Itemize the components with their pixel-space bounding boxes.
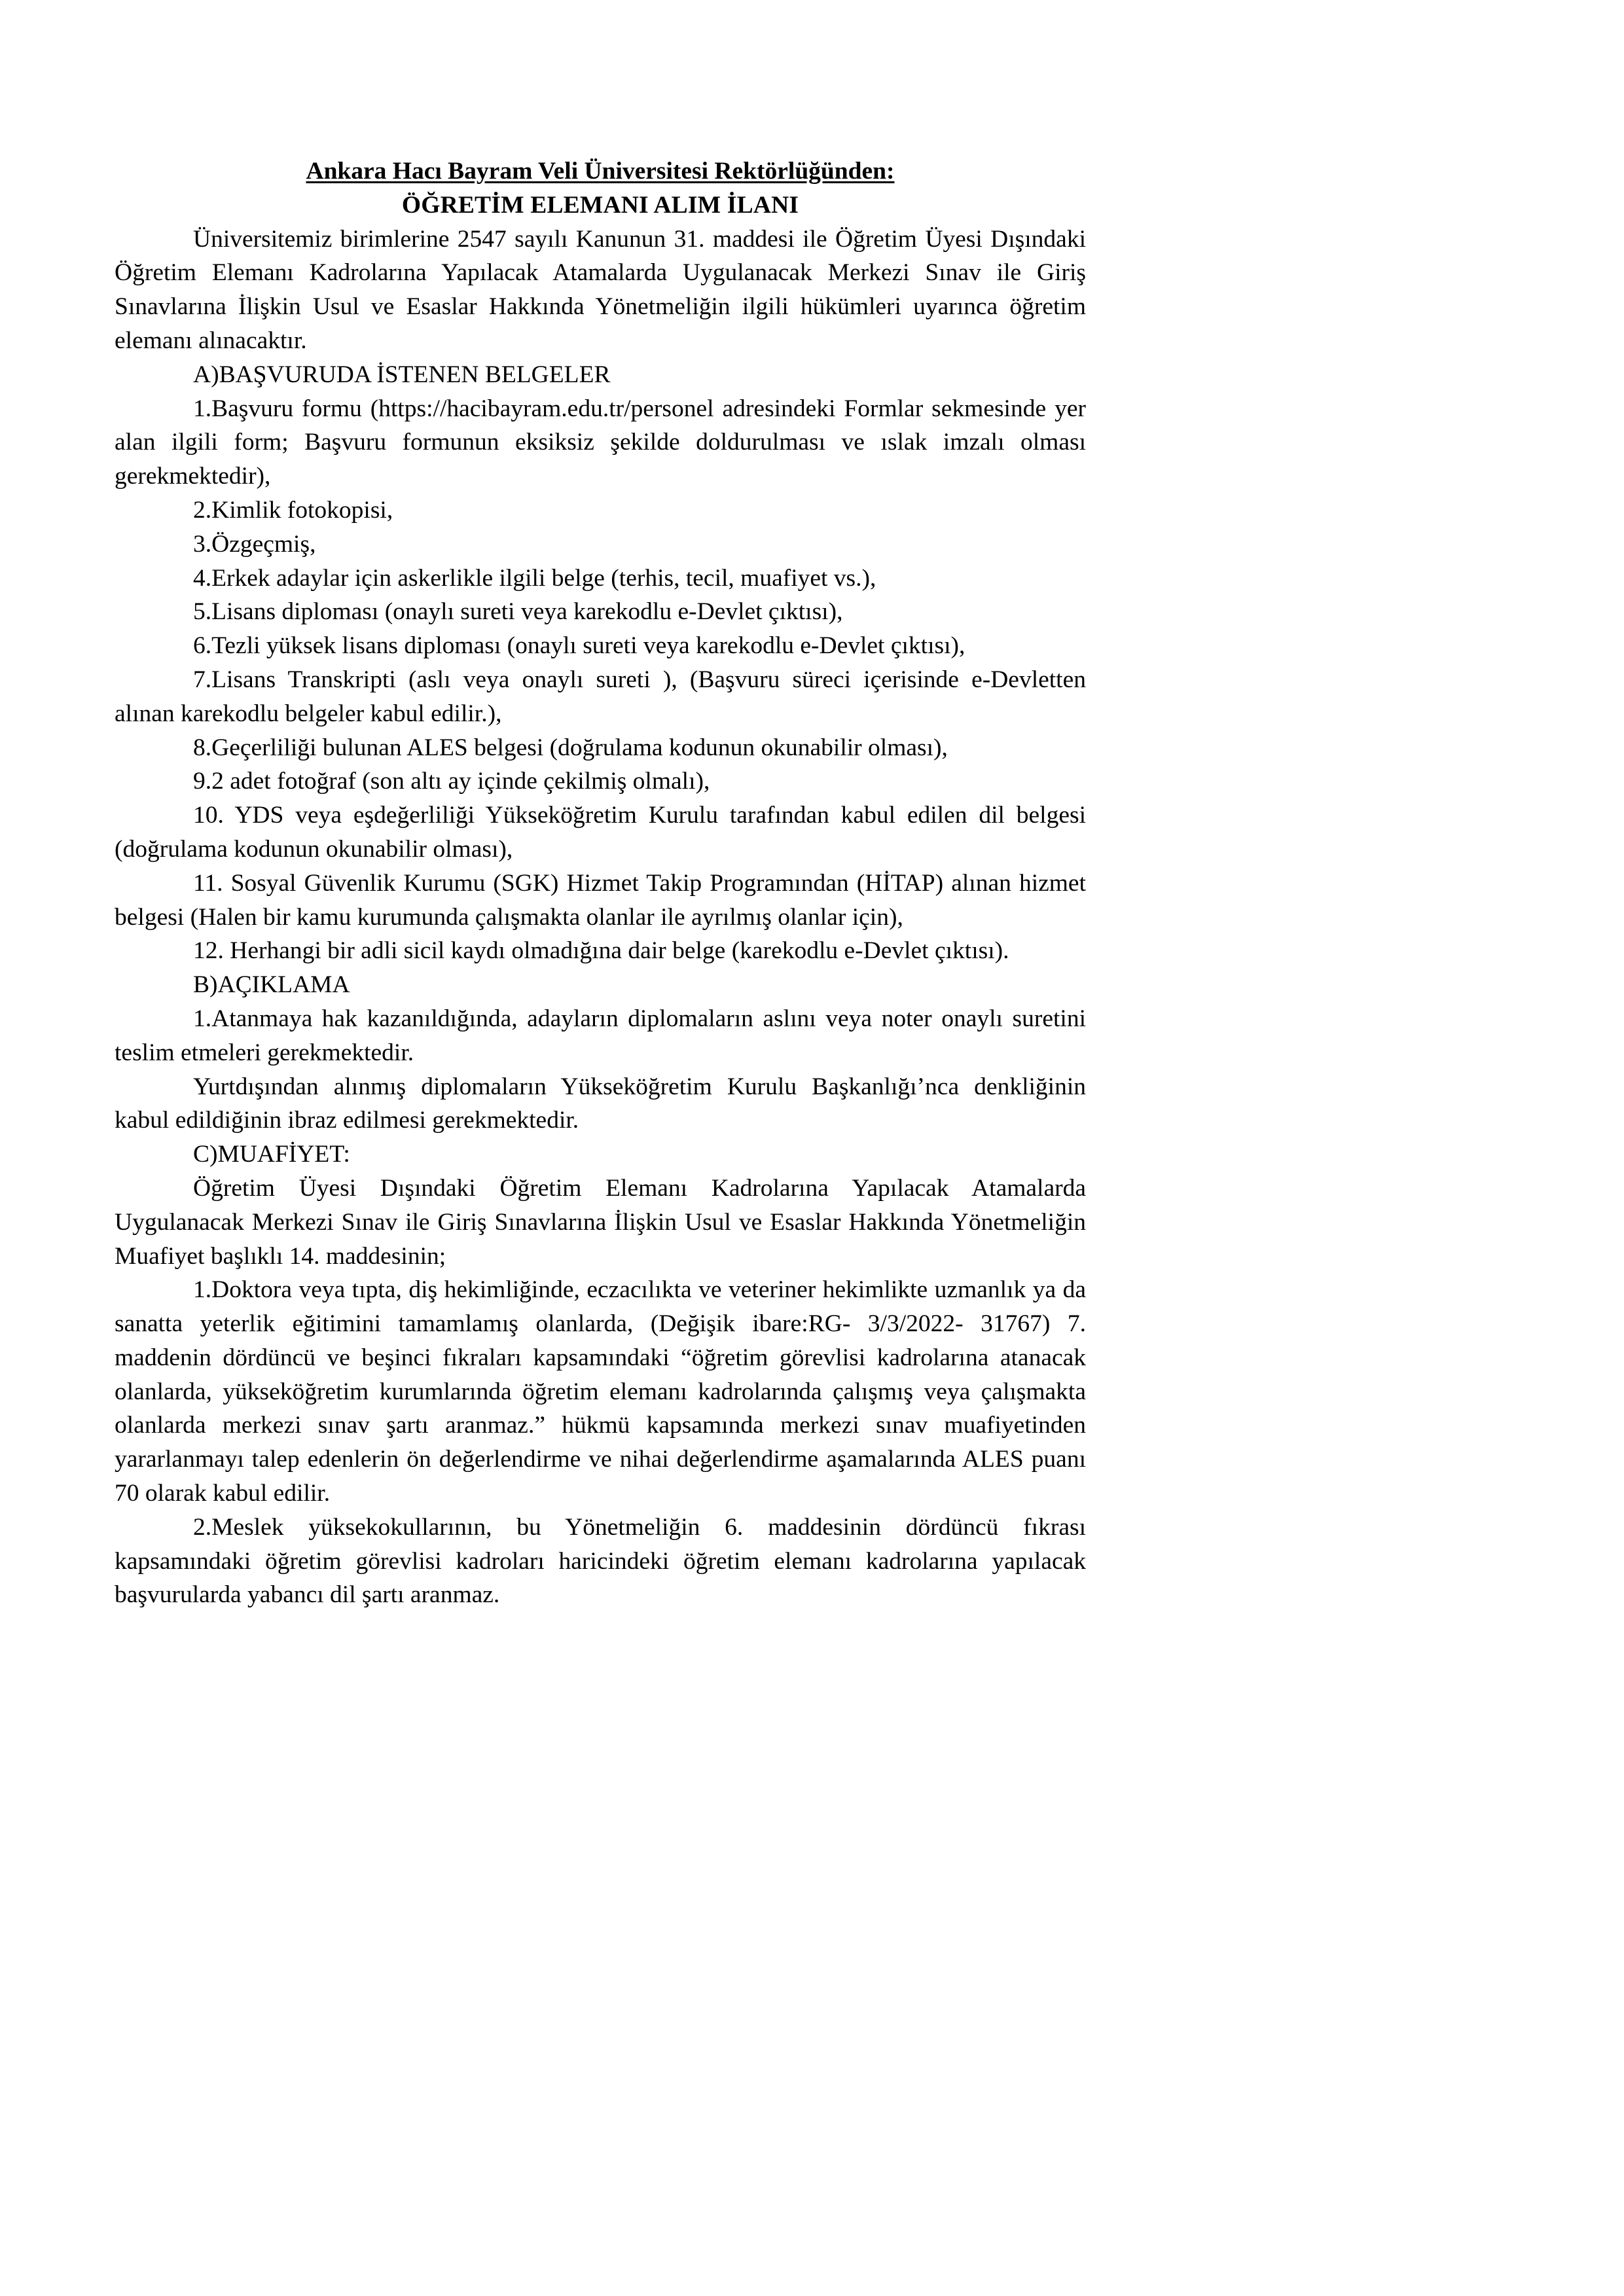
section-c-heading: C)MUAFİYET: — [193, 1141, 350, 1168]
issuing-authority-label: Ankara Hacı Bayram Veli Üniversitesi Rektörlüğünden: — [306, 158, 895, 185]
section-a-item-5: 5.Lisans diploması (onaylı sureti veya karekodlu e-Devlet çıktısı), — [193, 598, 843, 626]
section-a-item-7: 7.Lisans Transkripti (aslı veya onaylı sureti ), (Başvuru süreci içerisinde e-Devletten alınan karekodlu belgeler kabul edilir.), — [115, 666, 1086, 727]
section-a-item-4: 4.Erkek adaylar için askerlikle ilgili belge (terhis, tecil, muafiyet vs.), — [193, 564, 876, 592]
section-c-item-1: Öğretim Üyesi Dışındaki Öğretim Elemanı Kadrolarına Yapılacak Atamalarda Uygulanacak Merkezi Sınav ile Giriş Sınavlarına İlişkin Usul ve Esaslar Hakkında Yönetmeliğin Muafiyet başlıklı 14. maddesinin; — [115, 1174, 1086, 1270]
section-a-item-12: 12. Herhangi bir adli sicil kaydı olmadığına dair belge (karekodlu e-Devlet çıktısı). — [193, 937, 1009, 965]
section-a-item-11: 11. Sosyal Güvenlik Kurumu (SGK) Hizmet Takip Programından (HİTAP) alınan hizmet belgesi (Halen bir kamu kurumunda çalışmakta olanlar ile ayrılmış olanlar için), — [115, 869, 1086, 931]
section-a-item-6: 6.Tezli yüksek lisans diploması (onaylı sureti veya karekodlu e-Devlet çıktısı), — [193, 632, 965, 660]
section-c-item-3: 2.Meslek yüksekokullarının, bu Yönetmeliğin 6. maddesinin dördüncü fıkrası kapsamındaki öğretim görevlisi kadroları haricindeki öğretim elemanı kadrolarına yapılacak başvurularda yabancı dil şartı aranmaz. — [115, 1513, 1086, 1609]
intro-paragraph: Üniversitemiz birimlerine 2547 sayılı Kanunun 31. maddesi ile Öğretim Üyesi Dışındaki Öğretim Elemanı Kadrolarına Yapılacak Atamalarda Uygulanacak Merkezi Sınav ile Giriş Sınavlarına İlişkin Usul ve Esaslar Hakkında Yönetmeliğin ilgili hükümleri uyarınca öğretim elemanı alınacaktır. — [115, 225, 1086, 354]
section-a-item-3: 3.Özgeçmiş, — [193, 530, 316, 558]
section-b-heading: B)AÇIKLAMA — [193, 971, 350, 999]
section-b-item-1: 1.Atanmaya hak kazanıldığında, adayların diplomaların aslını veya noter onaylı suretini teslim etmeleri gerekmektedir. — [115, 1005, 1086, 1066]
section-a-item-8: 8.Geçerliliği bulunan ALES belgesi (doğrulama kodunun okunabilir olması), — [193, 734, 948, 761]
section-a-heading: A)BAŞVURUDA İSTENEN BELGELER — [193, 361, 611, 388]
page-title: ÖĞRETİM ELEMANI ALIM İLANI — [401, 191, 799, 219]
section-b-item-2: Yurtdışından alınmış diplomaların Yükseköğretim Kurulu Başkanlığı’nca denkliğinin kabul edildiğinin ibraz edilmesi gerekmektedir. — [115, 1073, 1086, 1134]
section-a-item-10: 10. YDS veya eşdeğerliliği Yükseköğretim Kurulu tarafından kabul edilen dil belgesi (doğrulama kodunun okunabilir olması), — [115, 802, 1086, 863]
section-a-item-9: 9.2 adet fotoğraf (son altı ay içinde çekilmiş olmalı), — [193, 768, 710, 795]
issuing-authority-line — [115, 154, 1086, 188]
section-a-item-2: 2.Kimlik fotokopisi, — [193, 496, 393, 524]
section-c-item-2: 1.Doktora veya tıpta, diş hekimliğinde, eczacılıkta ve veteriner hekimlikte uzmanlık ya da sanatta yeterlik eğitimini tamamlamış olanlarda, (Değişik ibare:RG- 3/3/2022- 31767) 7. maddenin dördüncü ve beşinci fıkraları kapsamındaki “öğretim görevlisi kadrolarına atanacak olanlarda, yükseköğretim kurumlarında öğretim elemanı kadrolarında çalışmış veya çalışmakta olanlarda merkezi sınav şartı aranmaz.” hükmü kapsamında merkezi sınav muafiyetinden yararlanmayı talep edenlerin ön değerlendirme ve nihai değerlendirme aşamalarında ALES puanı 70 olarak kabul edilir. — [115, 1276, 1086, 1507]
document-body — [115, 154, 1086, 1612]
section-a-item-1: 1.Başvuru formu (https://hacibayram.edu.tr/personel adresindeki Formlar sekmesinde yer alan ilgili form; Başvuru formunun eksiksiz şekilde doldurulması ve ıslak imzalı olması gerekmektedir), — [115, 395, 1086, 490]
